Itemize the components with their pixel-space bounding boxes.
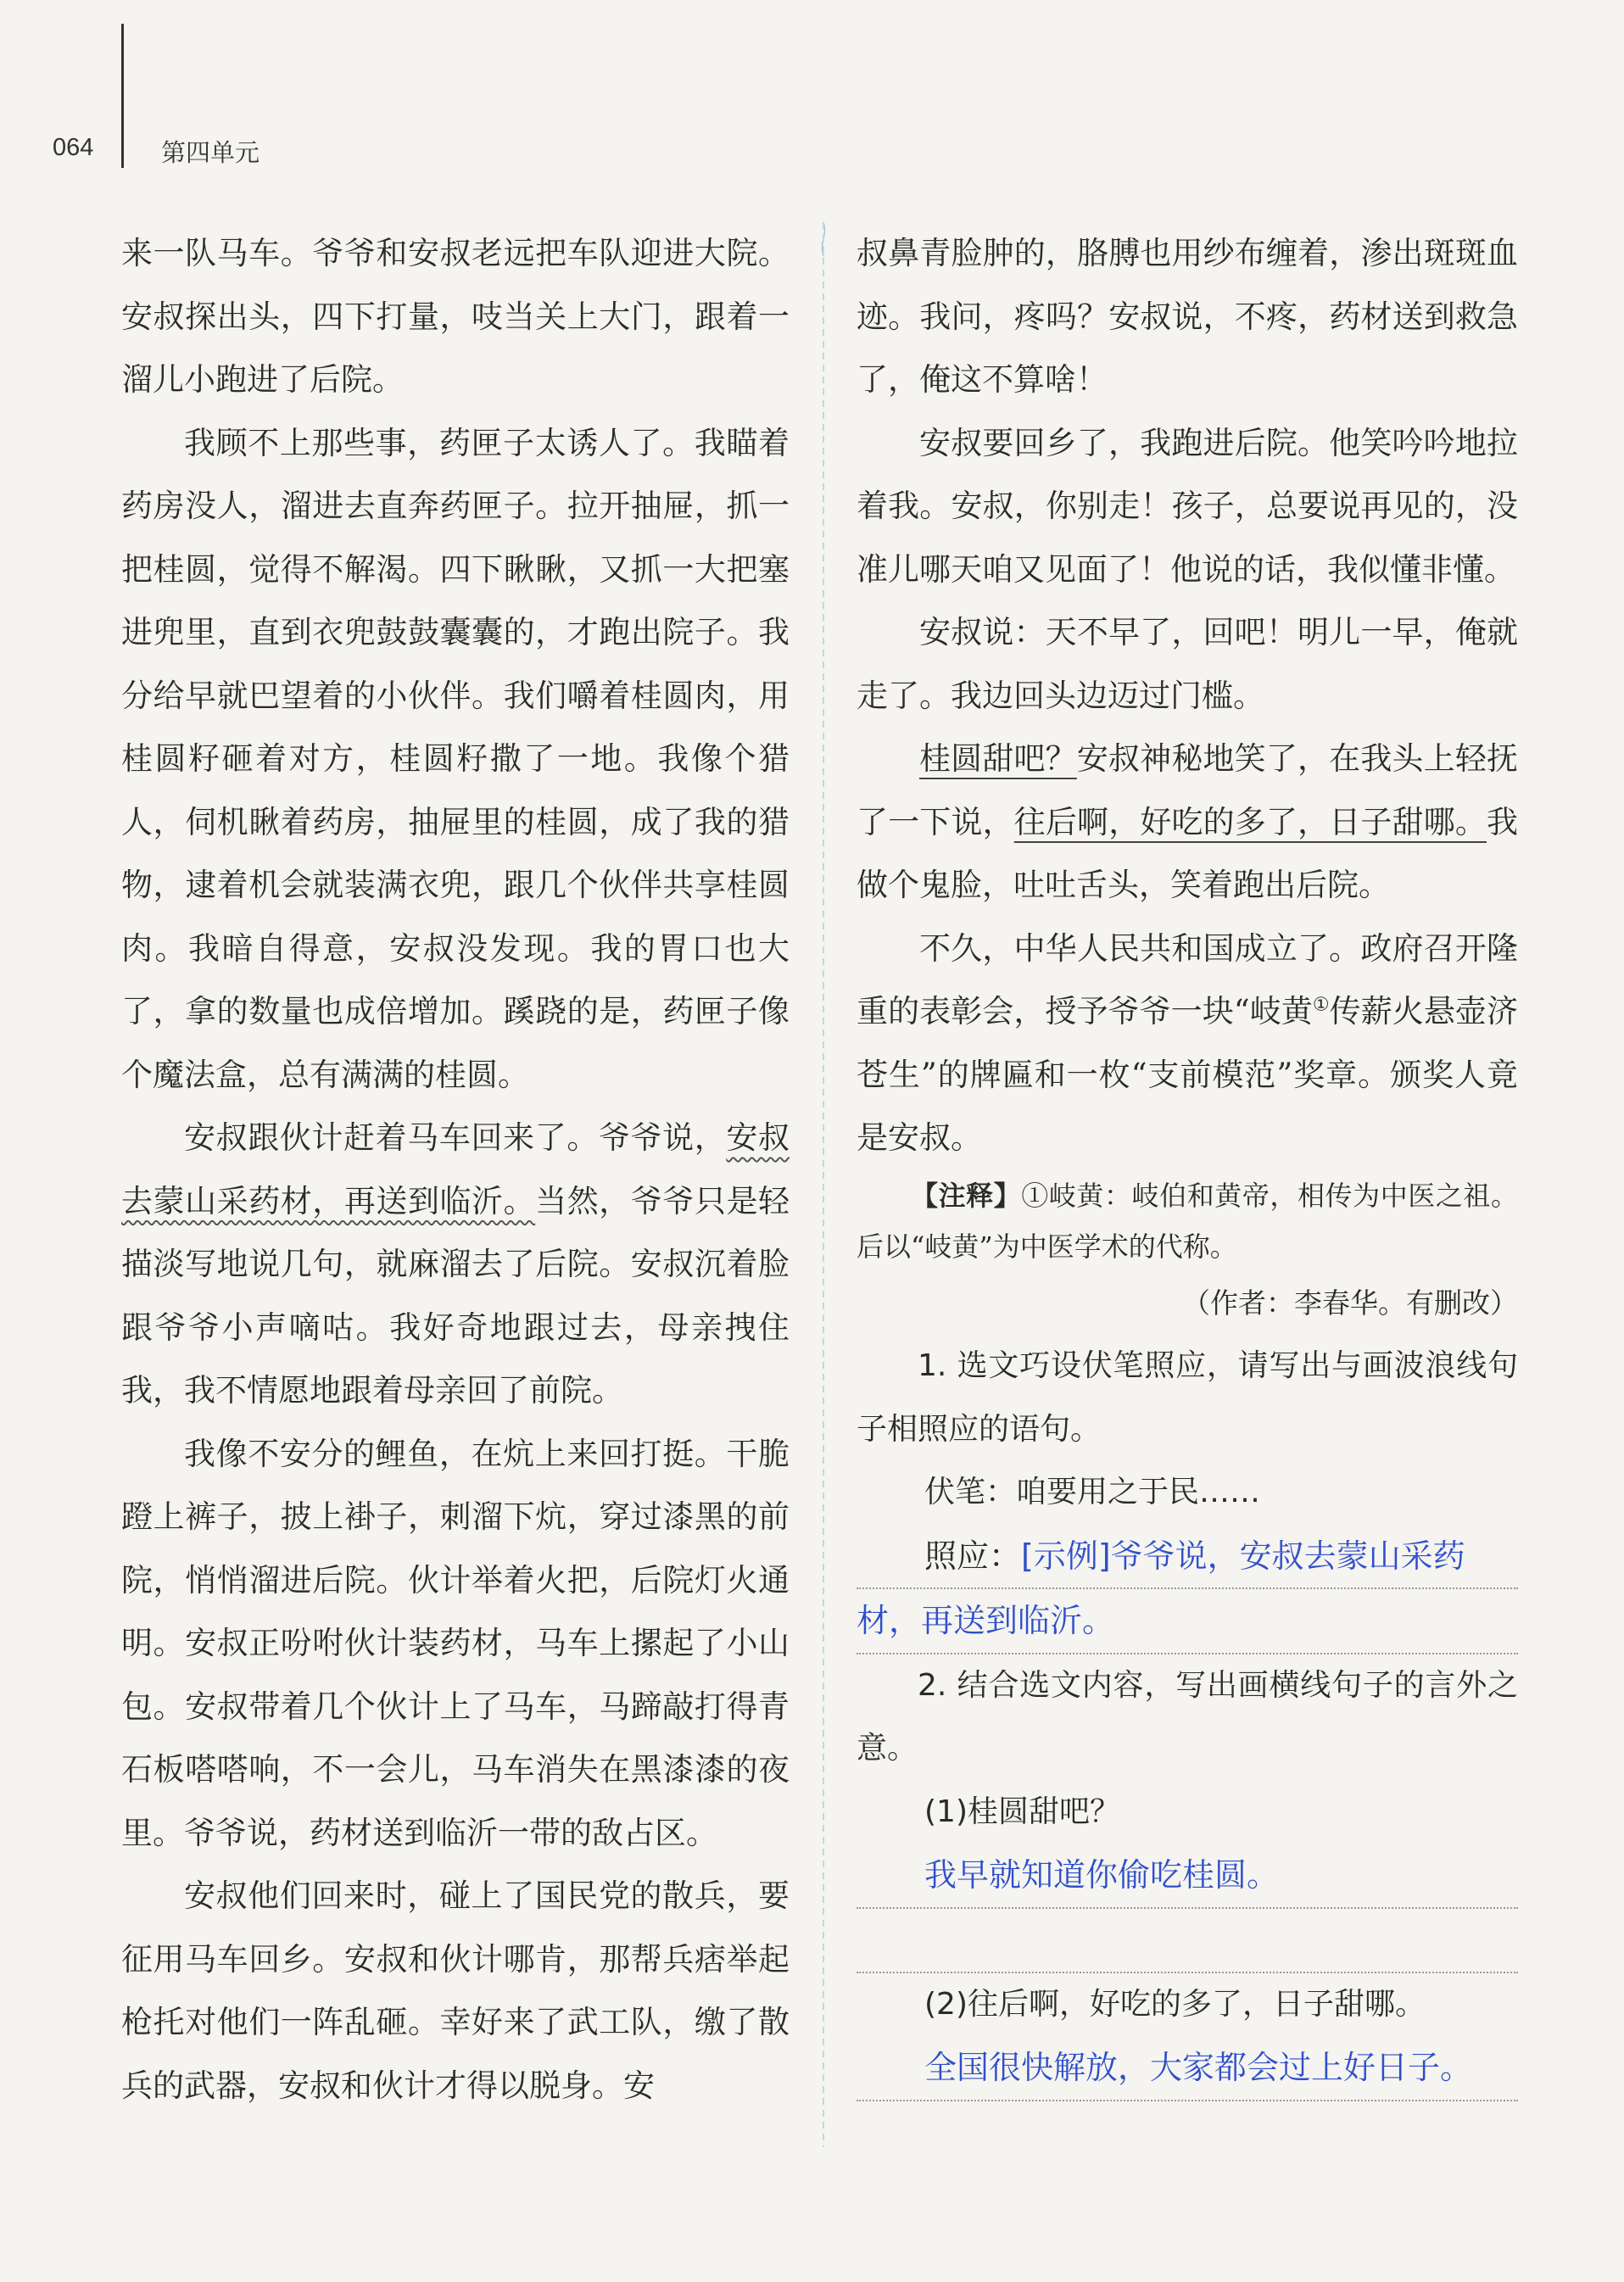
q2-sub-2: (2)往后啊，好吃的多了，日子甜哪。 bbox=[924, 1986, 1426, 2022]
text: 传薪火悬壶济苍生”的牌匾和一枚“支前模范”奖章。颁奖人竟是安叔。 bbox=[857, 993, 1518, 1156]
author-credit: （作者：李春华。有删改） bbox=[1182, 1286, 1518, 1320]
underlined-sentence: 往后啊，好吃的多了，日子甜哪。 bbox=[1013, 803, 1487, 840]
paragraph bbox=[857, 918, 1518, 1170]
paragraph: 安叔说：天不早了，回吧！明儿一早，俺就走了。我边回头边迈过门槛。 bbox=[857, 614, 1518, 714]
left-column bbox=[121, 222, 790, 2117]
wavy-underlined-sentence: 安叔去蒙山采药材，再送到临沂。 bbox=[121, 1119, 790, 1219]
footnote-marker: ① bbox=[1312, 994, 1330, 1016]
header-rule bbox=[121, 24, 124, 168]
paragraph: 来一队马车。爷爷和安叔老远把车队迎进大院。安叔探出头，四下打量，吱当关上大门，跟着一溜儿小跑进了后院。 bbox=[121, 235, 790, 398]
label: 伏笔： bbox=[924, 1475, 1017, 1509]
paragraph: 安叔他们回来时，碰上了国民党的散兵，要征用马车回乡。安叔和伙计哪肯，那帮兵痞举起枪托对他们一阵乱砸。幸好来了武工队，缴了散兵的武器，安叔和伙计才得以脱身。安 bbox=[121, 1877, 790, 2104]
text: 咱要用之于民…… bbox=[1016, 1475, 1261, 1509]
question-2: 2. 结合选文内容，写出画横线句子的言外之意。 bbox=[857, 1667, 1518, 1766]
q1-foreshadow bbox=[857, 1461, 1518, 1525]
text: 我做个鬼脸，吐吐舌头，笑着跑出后院。 bbox=[857, 803, 1518, 903]
underlined-sentence: 桂圆甜吧？ bbox=[919, 740, 1077, 777]
right-column bbox=[857, 222, 1518, 2101]
paragraph: 安叔要回乡了，我跑进后院。他笑吟吟地拉着我。安叔，你别走！孩子，总要说再见的，没准儿哪天咱又见面了！他说的话，我似懂非懂。 bbox=[857, 424, 1518, 588]
unit-title: 第四单元 bbox=[161, 138, 260, 167]
column-divider bbox=[821, 222, 826, 2147]
paragraph: 我顾不上那些事，药匣子太诱人了。我瞄着药房没人，溜进去直奔药匣子。拉开抽屉，抓一把桂圆，觉得不解渴。四下瞅瞅，又抓一大把塞进兜里，直到衣兜鼓鼓囊囊的，才跑出院子。我分给早就巴望着的小伙伴。我们嚼着桂圆肉，用桂圆籽砸着对方，桂圆籽撒了一地。我像个猎人，伺机瞅着药房，抽屉里的桂圆，成了我的猎物，逮着机会就装满衣兜，跟几个伙伴共享桂圆肉。我暗自得意，安叔没发现。我的胃口也大了，拿的数量也成倍增加。蹊跷的是，药匣子像个魔法盒，总有满满的桂圆。 bbox=[121, 424, 790, 1093]
q2-1-answer[interactable]: 我早就知道你偷吃桂圆。 bbox=[857, 1844, 1518, 1909]
answer-text: [示例]爷爷说，安叔去蒙山采药 bbox=[1021, 1537, 1465, 1575]
footnote-text: ①岐黄：岐伯和黄帝，相传为中医之祖。后以“岐黄”为中医学术的代称。 bbox=[857, 1179, 1518, 1263]
text: 不久，中华人民共和国成立了。政府召开隆重的表彰会，授予爷爷一块“岐黄 bbox=[857, 929, 1518, 1029]
page-number: 064 bbox=[53, 134, 94, 161]
text: 安叔神秘地笑了，在我头上轻抚了一下说， bbox=[857, 740, 1519, 840]
blank-answer-line[interactable] bbox=[857, 1909, 1518, 1973]
footnote-tag: 【注释】 bbox=[911, 1179, 1022, 1212]
paragraph: 我像不安分的鲤鱼，在炕上来回打挺。干脆蹬上裤子，披上褂子，刺溜下炕，穿过漆黑的前院，悄悄溜进后院。伙计举着火把，后院灯火通明。安叔正吩咐伙计装药材，马车上摞起了小山包。安叔带着几个伙计上了马车，马蹄敲打得青石板嗒嗒响，不一会儿，马车消失在黑漆漆的夜里。爷爷说，药材送到临沂一带的敌占区。 bbox=[121, 1435, 790, 1851]
label: 照应： bbox=[924, 1537, 1022, 1575]
q2-2-answer[interactable]: 全国很快解放，大家都会过上好日子。 bbox=[857, 2036, 1518, 2101]
question-1: 1. 选文巧设伏笔照应，请写出与画波浪线句子相照应的语句。 bbox=[857, 1348, 1518, 1447]
q1-answer-line-1[interactable] bbox=[857, 1525, 1518, 1590]
paragraph: 叔鼻青脸肿的，胳膊也用纱布缠着，渗出斑斑血迹。我问，疼吗？安叔说，不疼，药材送到救急了，俺这不算啥！ bbox=[857, 235, 1518, 398]
paragraph bbox=[857, 728, 1518, 918]
q1-answer-line-2[interactable]: 材，再送到临沂。 bbox=[857, 1589, 1518, 1654]
text: 安叔跟伙计赶着马车回来了。爷爷说， bbox=[184, 1119, 727, 1156]
footnote bbox=[857, 1170, 1518, 1272]
text: 当然，爷爷只是轻描淡写地说几句，就麻溜去了后院。安叔沉着脸跟爷爷小声嘀咕。我好奇地跟过去，母亲拽住我，我不情愿地跟着母亲回了前院。 bbox=[121, 1182, 790, 1409]
q2-sub-1: (1)桂圆甜吧？ bbox=[924, 1794, 1120, 1829]
paragraph bbox=[121, 1107, 790, 1423]
